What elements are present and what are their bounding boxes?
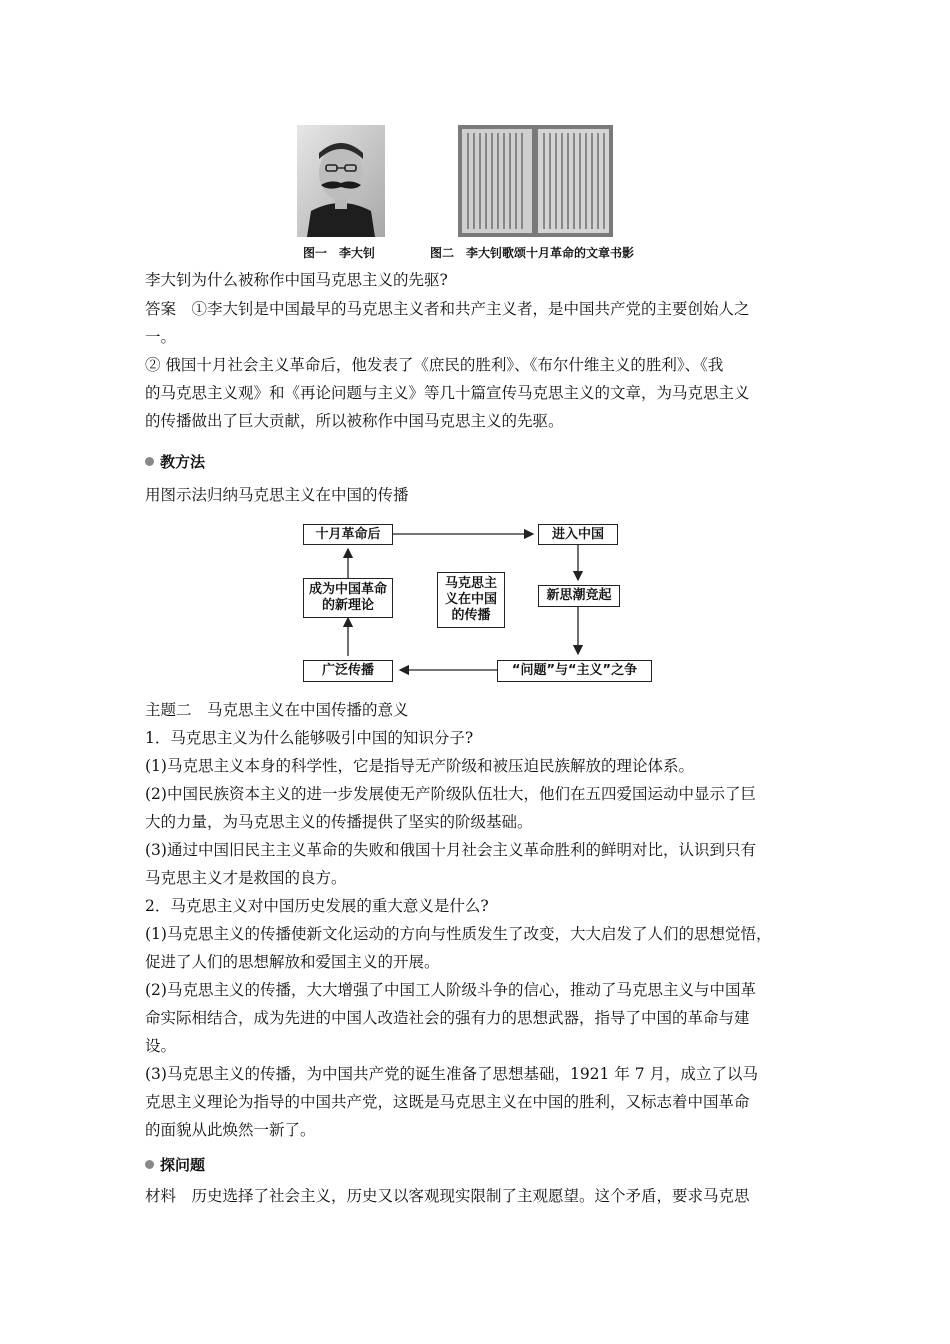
section-heading-label: 探问题 <box>160 1156 206 1174</box>
flow-node-new-theory-line2: 的新理论 <box>321 598 374 613</box>
flow-node-new-thoughts: 新思潮竞起 <box>538 585 620 607</box>
section-heading-label: 教方法 <box>160 453 206 471</box>
answer-line: (2)中国民族资本主义的进一步发展使无产阶级队伍壮大，他们在五四爱国运动中显示了巨 <box>145 785 756 803</box>
answer-line: 答案 ①李大钊是中国最早的马克思主义者和共产主义者，是中国共产党的主要创始人之 <box>145 300 750 318</box>
answer-line: (1)马克思主义的传播使新文化运动的方向与性质发生了改变，大大启发了人们的思想觉悟， <box>145 925 772 943</box>
question-text: 1．马克思主义为什么能够吸引中国的知识分子? <box>145 729 474 747</box>
intro-text: 用图示法归纳马克思主义在中国的传播 <box>145 486 409 504</box>
answer-line: 的传播做出了巨大贡献，所以被称作中国马克思主义的先驱。 <box>145 412 564 430</box>
figure-caption-1: 图一 李大钊 <box>303 246 376 260</box>
answer-line: (1)马克思主义本身的科学性，它是指导无产阶级和被压迫民族解放的理论体系。 <box>145 757 694 775</box>
flow-node-october-revolution: 十月革命后 <box>303 524 393 545</box>
flow-node-wide-spread: 广泛传播 <box>303 660 393 682</box>
flow-center-node <box>437 572 505 628</box>
answer-line: 的马克思主义观》和《再论问题与主义》等几十篇宣传马克思主义的文章，为马克思主义 <box>145 384 750 402</box>
figure-caption-2: 图二 李大钊歌颂十月革命的文章书影 <box>430 246 635 260</box>
answer-line: 设。 <box>145 1037 177 1055</box>
answer-line: 的面貌从此焕然一新了。 <box>145 1121 316 1139</box>
flow-node-problem-ism-debate: “问题”与“主义”之争 <box>497 660 652 682</box>
flow-node-enter-china: 进入中国 <box>538 524 618 545</box>
material-text: 材料 历史选择了社会主义，历史又以客观现实限制了主观愿望。这个矛盾，要求马克思 <box>145 1187 750 1205</box>
flow-center-line3: 的传播 <box>451 608 491 623</box>
question-text: 2．马克思主义对中国历史发展的重大意义是什么? <box>145 897 489 915</box>
answer-line: (3)马克思主义的传播，为中国共产党的诞生准备了思想基础，1921 年 7 月，成立了以马 <box>145 1065 759 1083</box>
answer-line: (3)通过中国旧民主主义革命的失败和俄国十月社会主义革命胜利的鲜明对比，认识到只有 <box>145 841 756 859</box>
answer-line: 克思主义理论为指导的中国共产党，这既是马克思主义在中国的胜利，又标志着中国革命 <box>145 1093 750 1111</box>
flow-node-new-theory-line1: 成为中国革命 <box>308 582 387 597</box>
topic-title: 主题二 马克思主义在中国传播的意义 <box>145 701 409 719</box>
section-heading <box>145 1154 205 1175</box>
answer-line: 命实际相结合，成为先进的中国人改造社会的强有力的思想武器，指导了中国的革命与建 <box>145 1009 750 1027</box>
question-text: 李大钊为什么被称作中国马克思主义的先驱? <box>145 271 448 289</box>
answer-line: 促进了人们的思想解放和爱国主义的开展。 <box>145 953 440 971</box>
flow-node-new-theory <box>303 578 393 618</box>
bullet-dot-icon <box>145 1160 154 1169</box>
answer-line: 大的力量，为马克思主义的传播提供了坚实的阶级基础。 <box>145 813 533 831</box>
answer-line: (2)马克思主义的传播，大大增强了中国工人阶级斗争的信心，推动了马克思主义与中国革 <box>145 981 756 999</box>
flow-center-line1: 马克思主 <box>444 576 497 591</box>
answer-line: 一。 <box>145 328 177 346</box>
answer-line: 马克思主义才是救国的良方。 <box>145 869 347 887</box>
flow-center-line2: 义在中国 <box>444 592 497 607</box>
answer-line: ② 俄国十月社会主义革命后，他发表了《庶民的胜利》、《布尔什维主义的胜利》、《我 <box>145 356 724 374</box>
